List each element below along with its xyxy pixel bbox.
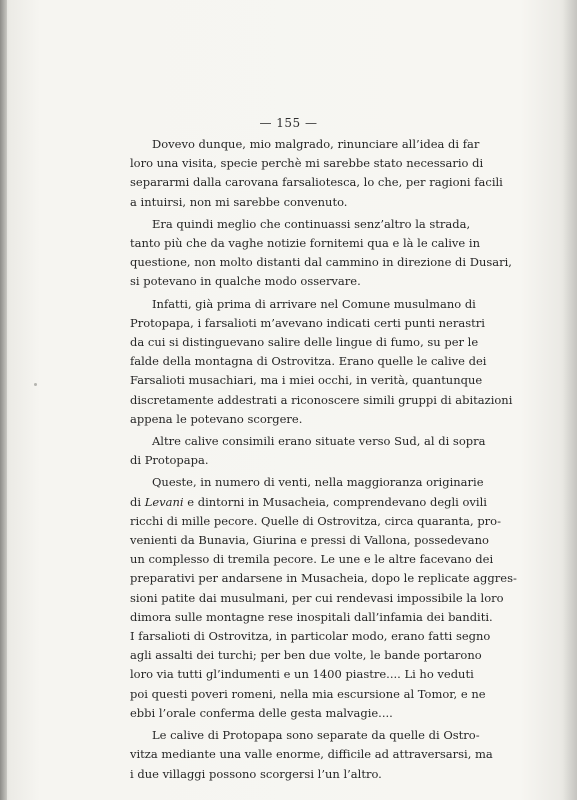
text-line: ebbi l’orale conferma delle gesta malvagie.... bbox=[130, 705, 393, 720]
text-line: discretamente addestrati a riconoscere simili gruppi di abitazioni bbox=[130, 392, 513, 407]
text-line: dimora sulle montagne rese inospitali dall’infamia dei banditi. bbox=[130, 609, 493, 624]
text-line: i due villaggi possono scorgersi l’un l’altro. bbox=[130, 766, 382, 781]
text-line: questione, non molto distanti dal cammino in direzione di Dusari, bbox=[130, 255, 512, 270]
text-line: Protopapa, i farsalioti m’avevano indicati certi punti nerastri bbox=[130, 315, 485, 330]
paragraph bbox=[130, 726, 493, 784]
text-line: loro via tutti gl’indumenti e un 1400 piastre.... Li ho veduti bbox=[130, 667, 474, 682]
paragraph bbox=[130, 473, 517, 723]
text-line: tanto più che da vaghe notizie fornitemi qua e là le calive in bbox=[130, 236, 480, 251]
text-line: sioni patite dai musulmani, per cui rendevasi impossibile la loro bbox=[130, 590, 504, 605]
body-text bbox=[130, 135, 517, 787]
text-line: I farsalioti di Ostrovitza, in particolar modo, erano fatti segno bbox=[130, 629, 491, 644]
text-line: Era quindi meglio che continuassi senz’altro la strada, bbox=[152, 216, 471, 231]
text-line: poi questi poveri romeni, nella mia escursione al Tomor, e ne bbox=[130, 686, 486, 701]
text-line: Farsalioti musachiari, ma i miei occhi, in verità, quantunque bbox=[130, 373, 483, 388]
text-line: di Levani e dintorni in Musacheia, comprendevano degli ovili bbox=[130, 494, 487, 509]
paragraph bbox=[130, 215, 512, 292]
text-line: appena le potevano scorgere. bbox=[130, 411, 303, 426]
text-line: da cui si distinguevano salire delle lingue di fumo, su per le bbox=[130, 335, 479, 350]
text-line: Queste, in numero di venti, nella maggioranza originarie bbox=[152, 475, 484, 490]
paragraph bbox=[130, 135, 503, 212]
paper-speck bbox=[34, 383, 37, 386]
text-line: loro una visita, specie perchè mi sarebbe stato necessario di bbox=[130, 156, 484, 171]
text-line: Le calive di Protopapa sono separate da quelle di Ostro- bbox=[152, 728, 480, 743]
text-line: agli assalti dei turchi; per ben due volte, le bande portarono bbox=[130, 648, 482, 663]
paragraph bbox=[130, 295, 513, 429]
text-line: Altre calive consimili erano situate verso Sud, al di sopra bbox=[152, 434, 486, 449]
text-line: Infatti, già prima di arrivare nel Comune musulmano di bbox=[152, 296, 476, 311]
text-line: preparativi per andarsene in Musacheia, dopo le replicate aggres- bbox=[130, 571, 517, 586]
text-line: un complesso di tremila pecore. Le une e le altre facevano dei bbox=[130, 552, 494, 567]
paragraph bbox=[130, 432, 486, 470]
text-line: separarmi dalla carovana farsaliotesca, lo che, per ragioni facili bbox=[130, 175, 503, 190]
text-line: a intuirsi, non mi sarebbe convenuto. bbox=[130, 194, 348, 209]
text-line: si potevano in qualche modo osservare. bbox=[130, 274, 361, 289]
page-number: — 155 — bbox=[259, 116, 318, 130]
text-line: ricchi di mille pecore. Quelle di Ostrovitza, circa quaranta, pro- bbox=[130, 513, 501, 528]
text-line: Dovevo dunque, mio malgrado, rinunciare all’idea di far bbox=[152, 137, 480, 151]
text-line: venienti da Bunavia, Giurina e pressi di Vallona, possedevano bbox=[130, 533, 489, 548]
text-line: falde della montagna di Ostrovitza. Erano quelle le calive dei bbox=[130, 354, 487, 369]
text-line: vitza mediante una valle enorme, difficile ad attraversarsi, ma bbox=[130, 747, 493, 762]
text-line: di Protopapa. bbox=[130, 453, 209, 468]
